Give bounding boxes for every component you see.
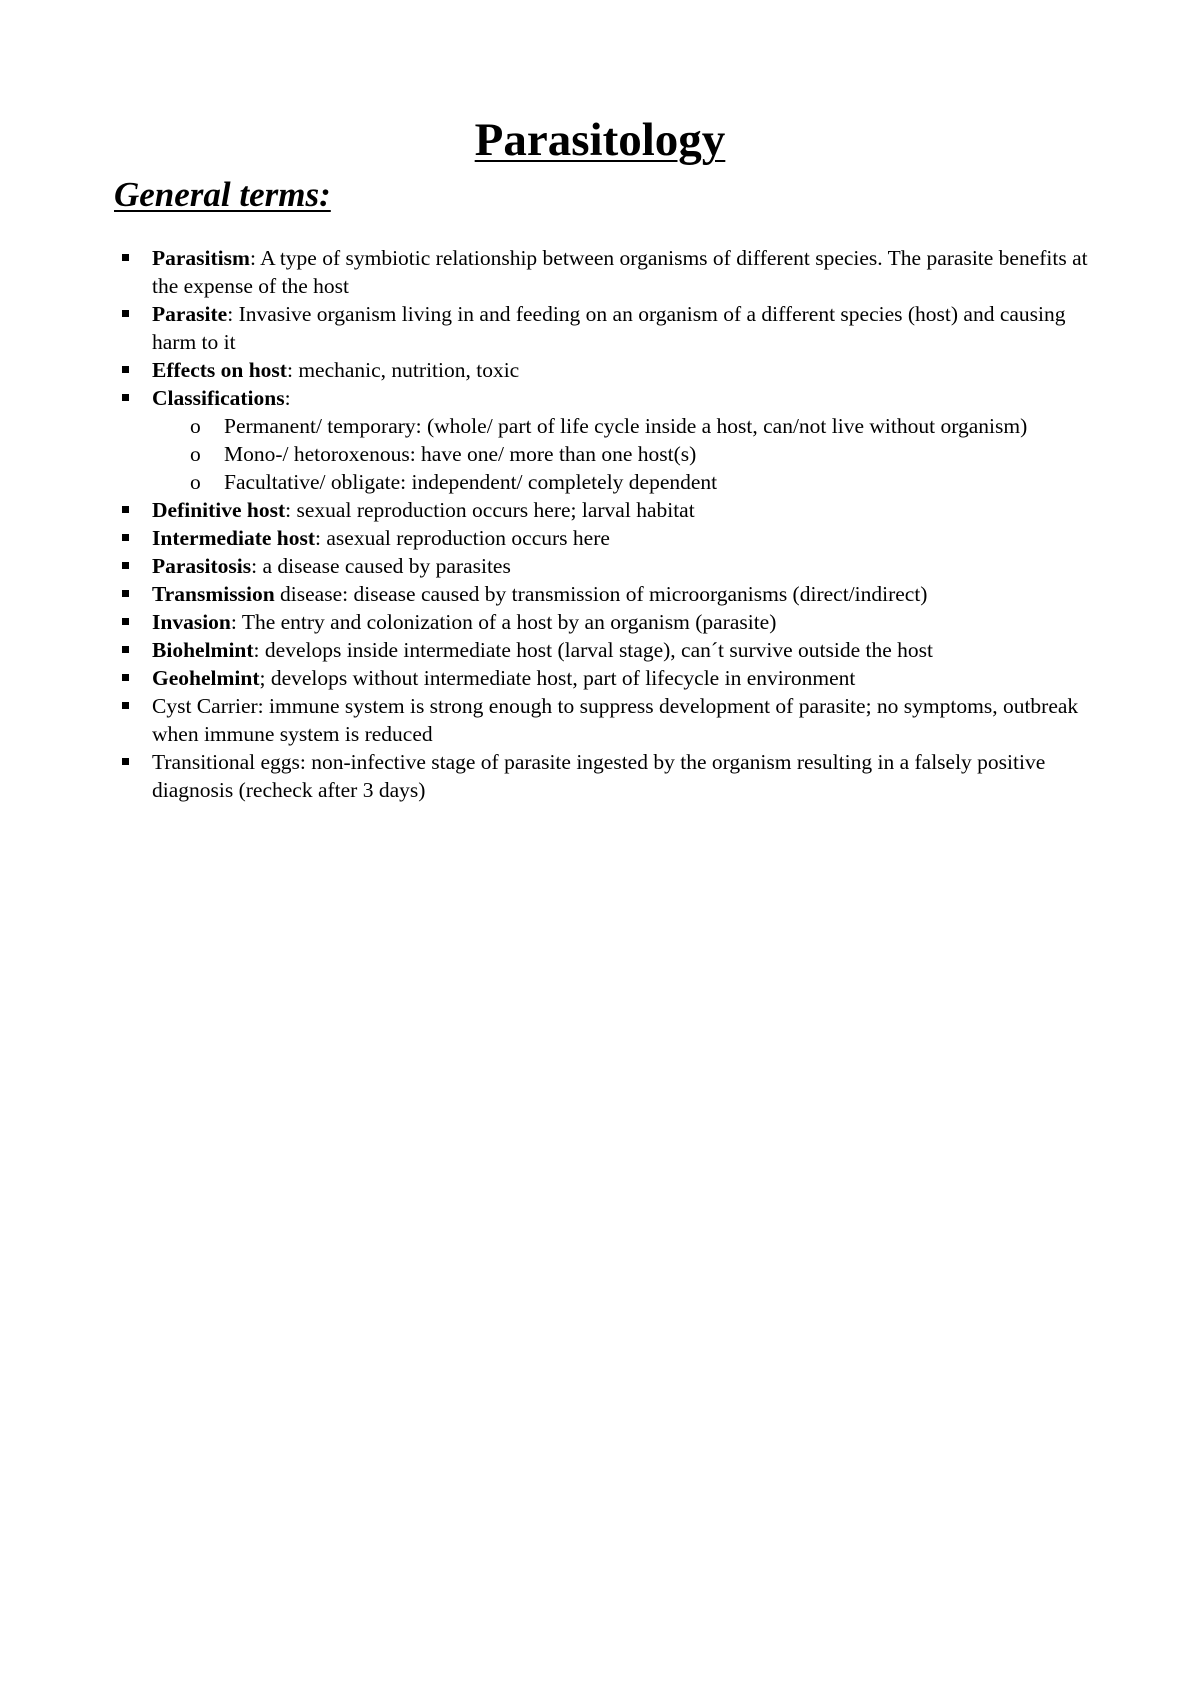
- term-definition: : Invasive organism living in and feeding on an organism of a different species (host) and causing harm to it: [152, 302, 1066, 354]
- square-bullet-icon: [122, 254, 129, 261]
- square-bullet-icon: [122, 758, 129, 765]
- term-name: Intermediate host: [152, 526, 316, 550]
- circle-bullet-icon: o: [190, 414, 201, 438]
- term-name: Biohelmint: [152, 638, 254, 662]
- term-name: Parasitism: [152, 246, 250, 270]
- term-definition: : mechanic, nutrition, toxic: [286, 358, 520, 382]
- term-definition: Transitional eggs: non-infective stage of parasite ingested by the organism resulting in a falsely positive diagnosis (recheck after 3 days): [152, 750, 1046, 802]
- sub-list-item: [152, 412, 1094, 440]
- circle-bullet-icon: o: [190, 442, 201, 466]
- list-item: [114, 356, 1094, 384]
- classifications-list: [152, 412, 1094, 496]
- term-name: Transmission: [152, 582, 275, 606]
- section-heading: General terms:: [114, 175, 331, 214]
- terms-list: [114, 244, 1094, 804]
- list-item: [114, 664, 1094, 692]
- square-bullet-icon: [122, 394, 129, 401]
- square-bullet-icon: [122, 310, 129, 317]
- term-name: Parasite: [152, 302, 228, 326]
- term-name: Parasitosis: [152, 554, 252, 578]
- term-definition: : a disease caused by parasites: [251, 554, 511, 578]
- circle-bullet-icon: o: [190, 470, 201, 494]
- term-definition: : develops inside intermediate host (larval stage), can´t survive outside the host: [253, 638, 934, 662]
- square-bullet-icon: [122, 646, 129, 653]
- term-definition: : A type of symbiotic relationship between organisms of different species. The parasite benefits at the expense of the host: [152, 246, 1088, 298]
- list-item: [114, 580, 1094, 608]
- list-item: [114, 524, 1094, 552]
- page-title: Parasitology: [474, 114, 726, 166]
- term-name: Geohelmint: [152, 666, 260, 690]
- list-item: [114, 300, 1094, 356]
- square-bullet-icon: [122, 366, 129, 373]
- square-bullet-icon: [122, 506, 129, 513]
- list-item: [114, 608, 1094, 636]
- sub-list-item: [152, 468, 1094, 496]
- term-name: Effects on host: [152, 358, 287, 382]
- term-name: Classifications: [152, 386, 285, 410]
- term-definition: ; develops without intermediate host, part of lifecycle in environment: [259, 666, 856, 690]
- sub-list-item: [152, 440, 1094, 468]
- list-item: [114, 748, 1094, 804]
- list-item: [114, 636, 1094, 664]
- square-bullet-icon: [122, 534, 129, 541]
- term-definition: : sexual reproduction occurs here; larval habitat: [285, 498, 695, 522]
- term-definition: : The entry and colonization of a host by an organism (parasite): [230, 610, 777, 634]
- classification-text: Mono-/ hetoroxenous: have one/ more than one host(s): [224, 442, 697, 466]
- square-bullet-icon: [122, 562, 129, 569]
- square-bullet-icon: [122, 674, 129, 681]
- term-definition: :: [284, 386, 291, 410]
- term-definition: : asexual reproduction occurs here: [315, 526, 610, 550]
- square-bullet-icon: [122, 618, 129, 625]
- term-definition: Cyst Carrier: immune system is strong enough to suppress development of parasite; no symptoms, outbreak when immune system is reduced: [152, 694, 1079, 746]
- classification-text: Permanent/ temporary: (whole/ part of life cycle inside a host, can/not live without organism): [224, 414, 1028, 438]
- square-bullet-icon: [122, 702, 129, 709]
- list-item: [114, 244, 1094, 300]
- term-name: Definitive host: [152, 498, 286, 522]
- classification-text: Facultative/ obligate: independent/ completely dependent: [224, 470, 718, 494]
- term-definition: disease: disease caused by transmission of microorganisms (direct/indirect): [274, 582, 928, 606]
- square-bullet-icon: [122, 590, 129, 597]
- list-item: [114, 692, 1094, 748]
- term-name: Invasion: [152, 610, 231, 634]
- list-item: [114, 496, 1094, 524]
- list-item: [114, 552, 1094, 580]
- list-item: [114, 384, 1094, 496]
